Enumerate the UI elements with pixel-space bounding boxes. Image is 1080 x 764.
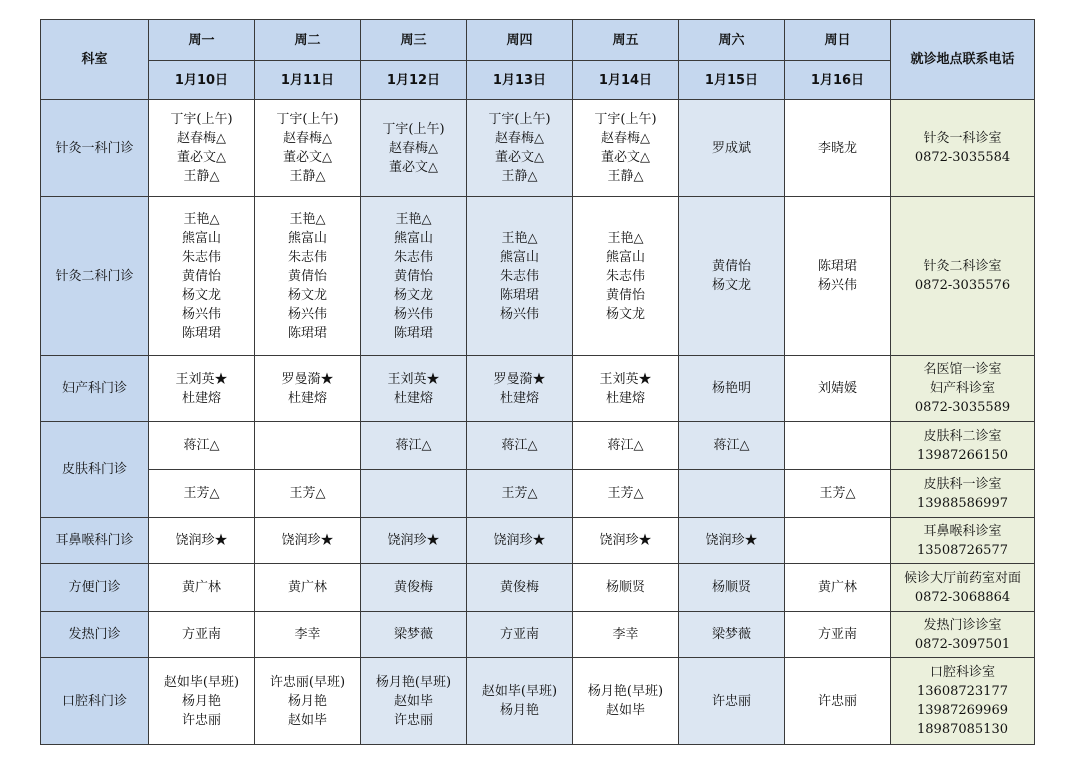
cell-text: 方亚南 bbox=[499, 627, 539, 642]
cell-text: 赵如毕(早班) bbox=[163, 674, 240, 690]
cell-text: 王静△ bbox=[501, 169, 538, 184]
cell-text: 许忠丽 bbox=[817, 693, 857, 709]
schedule-cell bbox=[149, 197, 255, 356]
cell-text: 皮肤科二诊室 bbox=[923, 428, 1002, 444]
dept-cell: 方便门诊 bbox=[41, 564, 149, 612]
schedule-cell bbox=[467, 612, 573, 658]
cell-text: 针灸一科诊室 bbox=[923, 131, 1002, 146]
cell-text: 饶润珍★ bbox=[281, 533, 334, 548]
schedule-cell bbox=[255, 658, 361, 745]
cell-text: 杜建熔 bbox=[287, 390, 327, 406]
cell-text: 妇产科诊室 bbox=[929, 381, 995, 396]
cell-text: 杨文龙 bbox=[287, 287, 327, 303]
cell-text: 黄倩怡 bbox=[711, 259, 751, 274]
contact-cell bbox=[891, 100, 1035, 197]
cell-text: 赵春梅△ bbox=[177, 131, 226, 146]
table-row bbox=[41, 564, 1035, 612]
contact-cell bbox=[891, 612, 1035, 658]
cell-text: 朱志伟 bbox=[181, 249, 221, 265]
cell-text: 杨兴伟 bbox=[499, 306, 539, 322]
schedule-cell bbox=[785, 197, 891, 356]
schedule-cell bbox=[467, 564, 573, 612]
cell-text: 董必文△ bbox=[601, 150, 650, 165]
schedule-cell bbox=[573, 612, 679, 658]
schedule-cell bbox=[361, 612, 467, 658]
cell-text: 许忠丽(早班) bbox=[269, 674, 346, 690]
table-row bbox=[41, 612, 1035, 658]
cell-text: 王芳△ bbox=[819, 486, 856, 501]
cell-text: 李晓龙 bbox=[817, 140, 857, 156]
cell-text: 王静△ bbox=[607, 169, 644, 184]
cell-text: 0872-3035576 bbox=[914, 278, 1011, 293]
schedule-cell bbox=[573, 422, 679, 470]
date-header: 1月10日 bbox=[149, 61, 255, 100]
table-row bbox=[41, 518, 1035, 564]
schedule-cell bbox=[679, 658, 785, 745]
schedule-cell bbox=[573, 658, 679, 745]
date-header: 1月15日 bbox=[679, 61, 785, 100]
cell-text: 13988586997 bbox=[917, 495, 1008, 511]
cell-text: 朱志伟 bbox=[287, 249, 327, 265]
schedule-cell bbox=[255, 356, 361, 422]
schedule-cell bbox=[467, 356, 573, 422]
cell-text: 黄倩怡 bbox=[393, 268, 433, 284]
schedule-cell bbox=[573, 197, 679, 356]
cell-text: 许忠丽 bbox=[181, 712, 221, 728]
day-header: 周四 bbox=[467, 20, 573, 61]
cell-text: 罗曼漪★ bbox=[493, 371, 546, 387]
schedule-cell bbox=[573, 356, 679, 422]
cell-text: 黄俊梅 bbox=[499, 580, 539, 595]
dept-cell: 口腔科门诊 bbox=[41, 658, 149, 745]
schedule-cell bbox=[255, 470, 361, 518]
cell-text: 杜建熔 bbox=[181, 390, 221, 406]
cell-text: 许忠丽 bbox=[393, 712, 433, 728]
cell-text: 饶润珍★ bbox=[493, 533, 546, 548]
cell-text: 蒋江△ bbox=[501, 438, 538, 453]
cell-text: 0872-3035584 bbox=[914, 150, 1011, 165]
contact-cell bbox=[891, 518, 1035, 564]
cell-text: 丁宇(上午) bbox=[170, 112, 233, 127]
cell-text: 杜建熔 bbox=[605, 390, 645, 406]
cell-text: 赵春梅△ bbox=[389, 140, 438, 156]
day-header: 周日 bbox=[785, 20, 891, 61]
cell-text: 杨文龙 bbox=[605, 306, 645, 322]
schedule-cell bbox=[573, 564, 679, 612]
table-row bbox=[41, 100, 1035, 197]
cell-text: 杨兴伟 bbox=[181, 306, 221, 322]
cell-text: 黄广林 bbox=[817, 580, 857, 595]
cell-text: 王静△ bbox=[289, 169, 326, 184]
cell-text: 许忠丽 bbox=[711, 693, 751, 709]
date-header: 1月13日 bbox=[467, 61, 573, 100]
schedule-cell bbox=[679, 422, 785, 470]
cell-text: 杨月艳 bbox=[287, 693, 327, 709]
dept-cell: 妇产科门诊 bbox=[41, 356, 149, 422]
cell-text: 方亚南 bbox=[817, 627, 857, 642]
cell-text: 名医馆一诊室 bbox=[923, 362, 1002, 377]
cell-text: 陈珺珺 bbox=[499, 287, 539, 303]
cell-text: 针灸二科诊室 bbox=[923, 259, 1002, 274]
cell-text: 饶润珍★ bbox=[175, 533, 228, 548]
cell-text: 丁宇(上午) bbox=[276, 112, 339, 127]
cell-text: 耳鼻喉科诊室 bbox=[923, 523, 1002, 539]
cell-text: 杨月艳 bbox=[499, 703, 539, 718]
schedule-cell bbox=[679, 197, 785, 356]
cell-text: 赵如毕 bbox=[287, 712, 327, 728]
cell-text: 李幸 bbox=[294, 627, 321, 642]
schedule-cell bbox=[149, 470, 255, 518]
cell-text: 董必文△ bbox=[177, 150, 226, 165]
contact-cell bbox=[891, 564, 1035, 612]
cell-text: 黄倩怡 bbox=[287, 268, 327, 284]
schedule-cell bbox=[679, 612, 785, 658]
schedule-cell bbox=[679, 356, 785, 422]
schedule-cell bbox=[255, 100, 361, 197]
dept-cell: 耳鼻喉科门诊 bbox=[41, 518, 149, 564]
schedule-cell bbox=[467, 658, 573, 745]
schedule-cell bbox=[255, 612, 361, 658]
schedule-cell bbox=[573, 100, 679, 197]
dept-cell: 针灸一科门诊 bbox=[41, 100, 149, 197]
cell-text: 18987085130 bbox=[917, 722, 1008, 737]
cell-text: 杨兴伟 bbox=[393, 306, 433, 322]
schedule-cell bbox=[785, 356, 891, 422]
cell-text: 熊富山 bbox=[393, 230, 433, 246]
cell-text: 口腔科诊室 bbox=[929, 665, 995, 680]
schedule-cell bbox=[255, 518, 361, 564]
cell-text: 丁宇(上午) bbox=[382, 121, 445, 137]
cell-text: 梁梦薇 bbox=[711, 627, 751, 642]
cell-text: 饶润珍★ bbox=[387, 533, 440, 548]
schedule-cell bbox=[361, 100, 467, 197]
cell-text: 饶润珍★ bbox=[599, 533, 652, 548]
cell-text: 陈珺珺 bbox=[181, 325, 221, 341]
cell-text: 杨顺贤 bbox=[605, 580, 645, 595]
schedule-cell bbox=[679, 564, 785, 612]
cell-text: 饶润珍★ bbox=[705, 533, 758, 548]
cell-text: 朱志伟 bbox=[499, 268, 539, 284]
schedule-cell bbox=[255, 564, 361, 612]
cell-text: 杨月艳(早班) bbox=[375, 674, 452, 690]
date-header: 1月14日 bbox=[573, 61, 679, 100]
schedule-cell bbox=[361, 564, 467, 612]
cell-text: 董必文△ bbox=[283, 150, 332, 165]
cell-text: 候诊大厅前药室对面 bbox=[903, 570, 1021, 586]
cell-text: 赵春梅△ bbox=[283, 131, 332, 146]
dept-cell: 皮肤科门诊 bbox=[41, 422, 149, 518]
contact-cell bbox=[891, 422, 1035, 470]
schedule-cell bbox=[679, 100, 785, 197]
day-header: 周三 bbox=[361, 20, 467, 61]
cell-text: 王艳△ bbox=[183, 211, 220, 227]
date-header: 1月11日 bbox=[255, 61, 361, 100]
day-header: 周六 bbox=[679, 20, 785, 61]
cell-text: 黄广林 bbox=[287, 580, 327, 595]
cell-text: 蒋江△ bbox=[607, 438, 644, 453]
cell-text: 董必文△ bbox=[389, 159, 438, 175]
schedule-cell bbox=[785, 612, 891, 658]
schedule-cell bbox=[679, 470, 785, 518]
date-header: 1月12日 bbox=[361, 61, 467, 100]
schedule-cell bbox=[785, 564, 891, 612]
cell-text: 赵如毕 bbox=[393, 693, 433, 709]
cell-text: 杨文龙 bbox=[393, 287, 433, 303]
cell-text: 黄倩怡 bbox=[181, 268, 221, 284]
cell-text: 13508726577 bbox=[917, 542, 1008, 558]
dept-cell: 针灸二科门诊 bbox=[41, 197, 149, 356]
schedule-cell bbox=[467, 197, 573, 356]
cell-text: 杨艳明 bbox=[711, 381, 751, 396]
cell-text: 王刘英★ bbox=[599, 371, 652, 387]
cell-text: 王刘英★ bbox=[175, 371, 228, 387]
day-header: 周二 bbox=[255, 20, 361, 61]
schedule-cell bbox=[149, 100, 255, 197]
cell-text: 杨月艳(早班) bbox=[587, 684, 664, 699]
cell-text: 皮肤科一诊室 bbox=[923, 476, 1002, 492]
cell-text: 王艳△ bbox=[501, 230, 538, 246]
cell-text: 蒋江△ bbox=[713, 438, 750, 453]
cell-text: 王芳△ bbox=[501, 486, 538, 501]
cell-text: 13987269969 bbox=[917, 703, 1008, 718]
schedule-cell bbox=[679, 518, 785, 564]
table-row bbox=[41, 658, 1035, 745]
table-row bbox=[41, 356, 1035, 422]
cell-text: 王艳△ bbox=[289, 211, 326, 227]
schedule-cell bbox=[255, 197, 361, 356]
cell-text: 丁宇(上午) bbox=[594, 112, 657, 127]
cell-text: 罗成斌 bbox=[711, 140, 751, 156]
cell-text: 熊富山 bbox=[287, 230, 327, 246]
schedule-cell bbox=[255, 422, 361, 470]
contact-cell bbox=[891, 658, 1035, 745]
schedule-cell bbox=[467, 422, 573, 470]
schedule-cell bbox=[149, 564, 255, 612]
schedule-cell bbox=[149, 612, 255, 658]
cell-text: 李幸 bbox=[612, 627, 639, 642]
table-row bbox=[41, 470, 1035, 518]
schedule-cell bbox=[785, 658, 891, 745]
day-header: 周五 bbox=[573, 20, 679, 61]
table-row bbox=[41, 422, 1035, 470]
cell-text: 杨顺贤 bbox=[711, 580, 751, 595]
contact-header: 就诊地点联系电话 bbox=[891, 20, 1035, 100]
cell-text: 杨文龙 bbox=[711, 278, 751, 293]
cell-text: 熊富山 bbox=[499, 249, 539, 265]
dept-cell: 发热门诊 bbox=[41, 612, 149, 658]
schedule-cell bbox=[785, 518, 891, 564]
schedule-cell bbox=[361, 356, 467, 422]
schedule-cell bbox=[573, 518, 679, 564]
cell-text: 发热门诊诊室 bbox=[923, 617, 1002, 633]
schedule-cell bbox=[149, 422, 255, 470]
cell-text: 黄倩怡 bbox=[605, 287, 645, 303]
cell-text: 赵春梅△ bbox=[495, 131, 544, 146]
schedule-cell bbox=[573, 470, 679, 518]
day-header: 周一 bbox=[149, 20, 255, 61]
cell-text: 王芳△ bbox=[183, 486, 220, 501]
date-header: 1月16日 bbox=[785, 61, 891, 100]
table-row bbox=[41, 197, 1035, 356]
cell-text: 0872-3068864 bbox=[914, 589, 1011, 605]
schedule-cell bbox=[361, 470, 467, 518]
schedule-cell bbox=[149, 356, 255, 422]
cell-text: 陈珺珺 bbox=[393, 325, 433, 341]
cell-text: 蒋江△ bbox=[395, 438, 432, 453]
cell-text: 熊富山 bbox=[181, 230, 221, 246]
cell-text: 方亚南 bbox=[181, 627, 221, 642]
cell-text: 王芳△ bbox=[607, 486, 644, 501]
cell-text: 13987266150 bbox=[917, 447, 1008, 463]
schedule-cell bbox=[361, 658, 467, 745]
schedule-cell bbox=[467, 470, 573, 518]
cell-text: 赵如毕(早班) bbox=[481, 684, 558, 699]
cell-text: 梁梦薇 bbox=[393, 627, 433, 642]
contact-cell bbox=[891, 470, 1035, 518]
cell-text: 杨兴伟 bbox=[287, 306, 327, 322]
schedule-cell bbox=[785, 422, 891, 470]
cell-text: 王艳△ bbox=[607, 230, 644, 246]
cell-text: 熊富山 bbox=[605, 249, 645, 265]
cell-text: 黄广林 bbox=[181, 580, 221, 595]
cell-text: 罗曼漪★ bbox=[281, 371, 334, 387]
schedule-table bbox=[40, 19, 1035, 745]
schedule-cell bbox=[361, 422, 467, 470]
schedule-cell bbox=[785, 470, 891, 518]
cell-text: 赵春梅△ bbox=[601, 131, 650, 146]
cell-text: 刘婧媛 bbox=[817, 381, 857, 396]
cell-text: 王刘英★ bbox=[387, 371, 440, 387]
cell-text: 杨文龙 bbox=[181, 287, 221, 303]
cell-text: 朱志伟 bbox=[393, 249, 433, 265]
contact-cell bbox=[891, 356, 1035, 422]
cell-text: 丁宇(上午) bbox=[488, 112, 551, 127]
cell-text: 蒋江△ bbox=[183, 438, 220, 453]
schedule-cell bbox=[361, 518, 467, 564]
cell-text: 王静△ bbox=[183, 169, 220, 184]
schedule-cell bbox=[149, 658, 255, 745]
dept-header: 科室 bbox=[41, 20, 149, 100]
schedule-cell bbox=[467, 518, 573, 564]
contact-cell bbox=[891, 197, 1035, 356]
cell-text: 王芳△ bbox=[289, 486, 326, 501]
cell-text: 杨月艳 bbox=[181, 693, 221, 709]
schedule-body bbox=[41, 100, 1035, 745]
cell-text: 王艳△ bbox=[395, 211, 432, 227]
cell-text: 黄俊梅 bbox=[393, 580, 433, 595]
cell-text: 0872-3097501 bbox=[914, 636, 1011, 652]
cell-text: 朱志伟 bbox=[605, 268, 645, 284]
cell-text: 董必文△ bbox=[495, 150, 544, 165]
schedule-cell bbox=[149, 518, 255, 564]
cell-text: 杜建熔 bbox=[393, 390, 433, 406]
cell-text: 杨兴伟 bbox=[817, 278, 857, 293]
schedule-cell bbox=[467, 100, 573, 197]
cell-text: 陈珺珺 bbox=[287, 325, 327, 341]
schedule-cell bbox=[361, 197, 467, 356]
cell-text: 杜建熔 bbox=[499, 390, 539, 406]
cell-text: 赵如毕 bbox=[605, 703, 645, 718]
cell-text: 陈珺珺 bbox=[817, 259, 857, 274]
schedule-cell bbox=[785, 100, 891, 197]
cell-text: 0872-3035589 bbox=[914, 400, 1011, 415]
cell-text: 13608723177 bbox=[917, 684, 1008, 699]
